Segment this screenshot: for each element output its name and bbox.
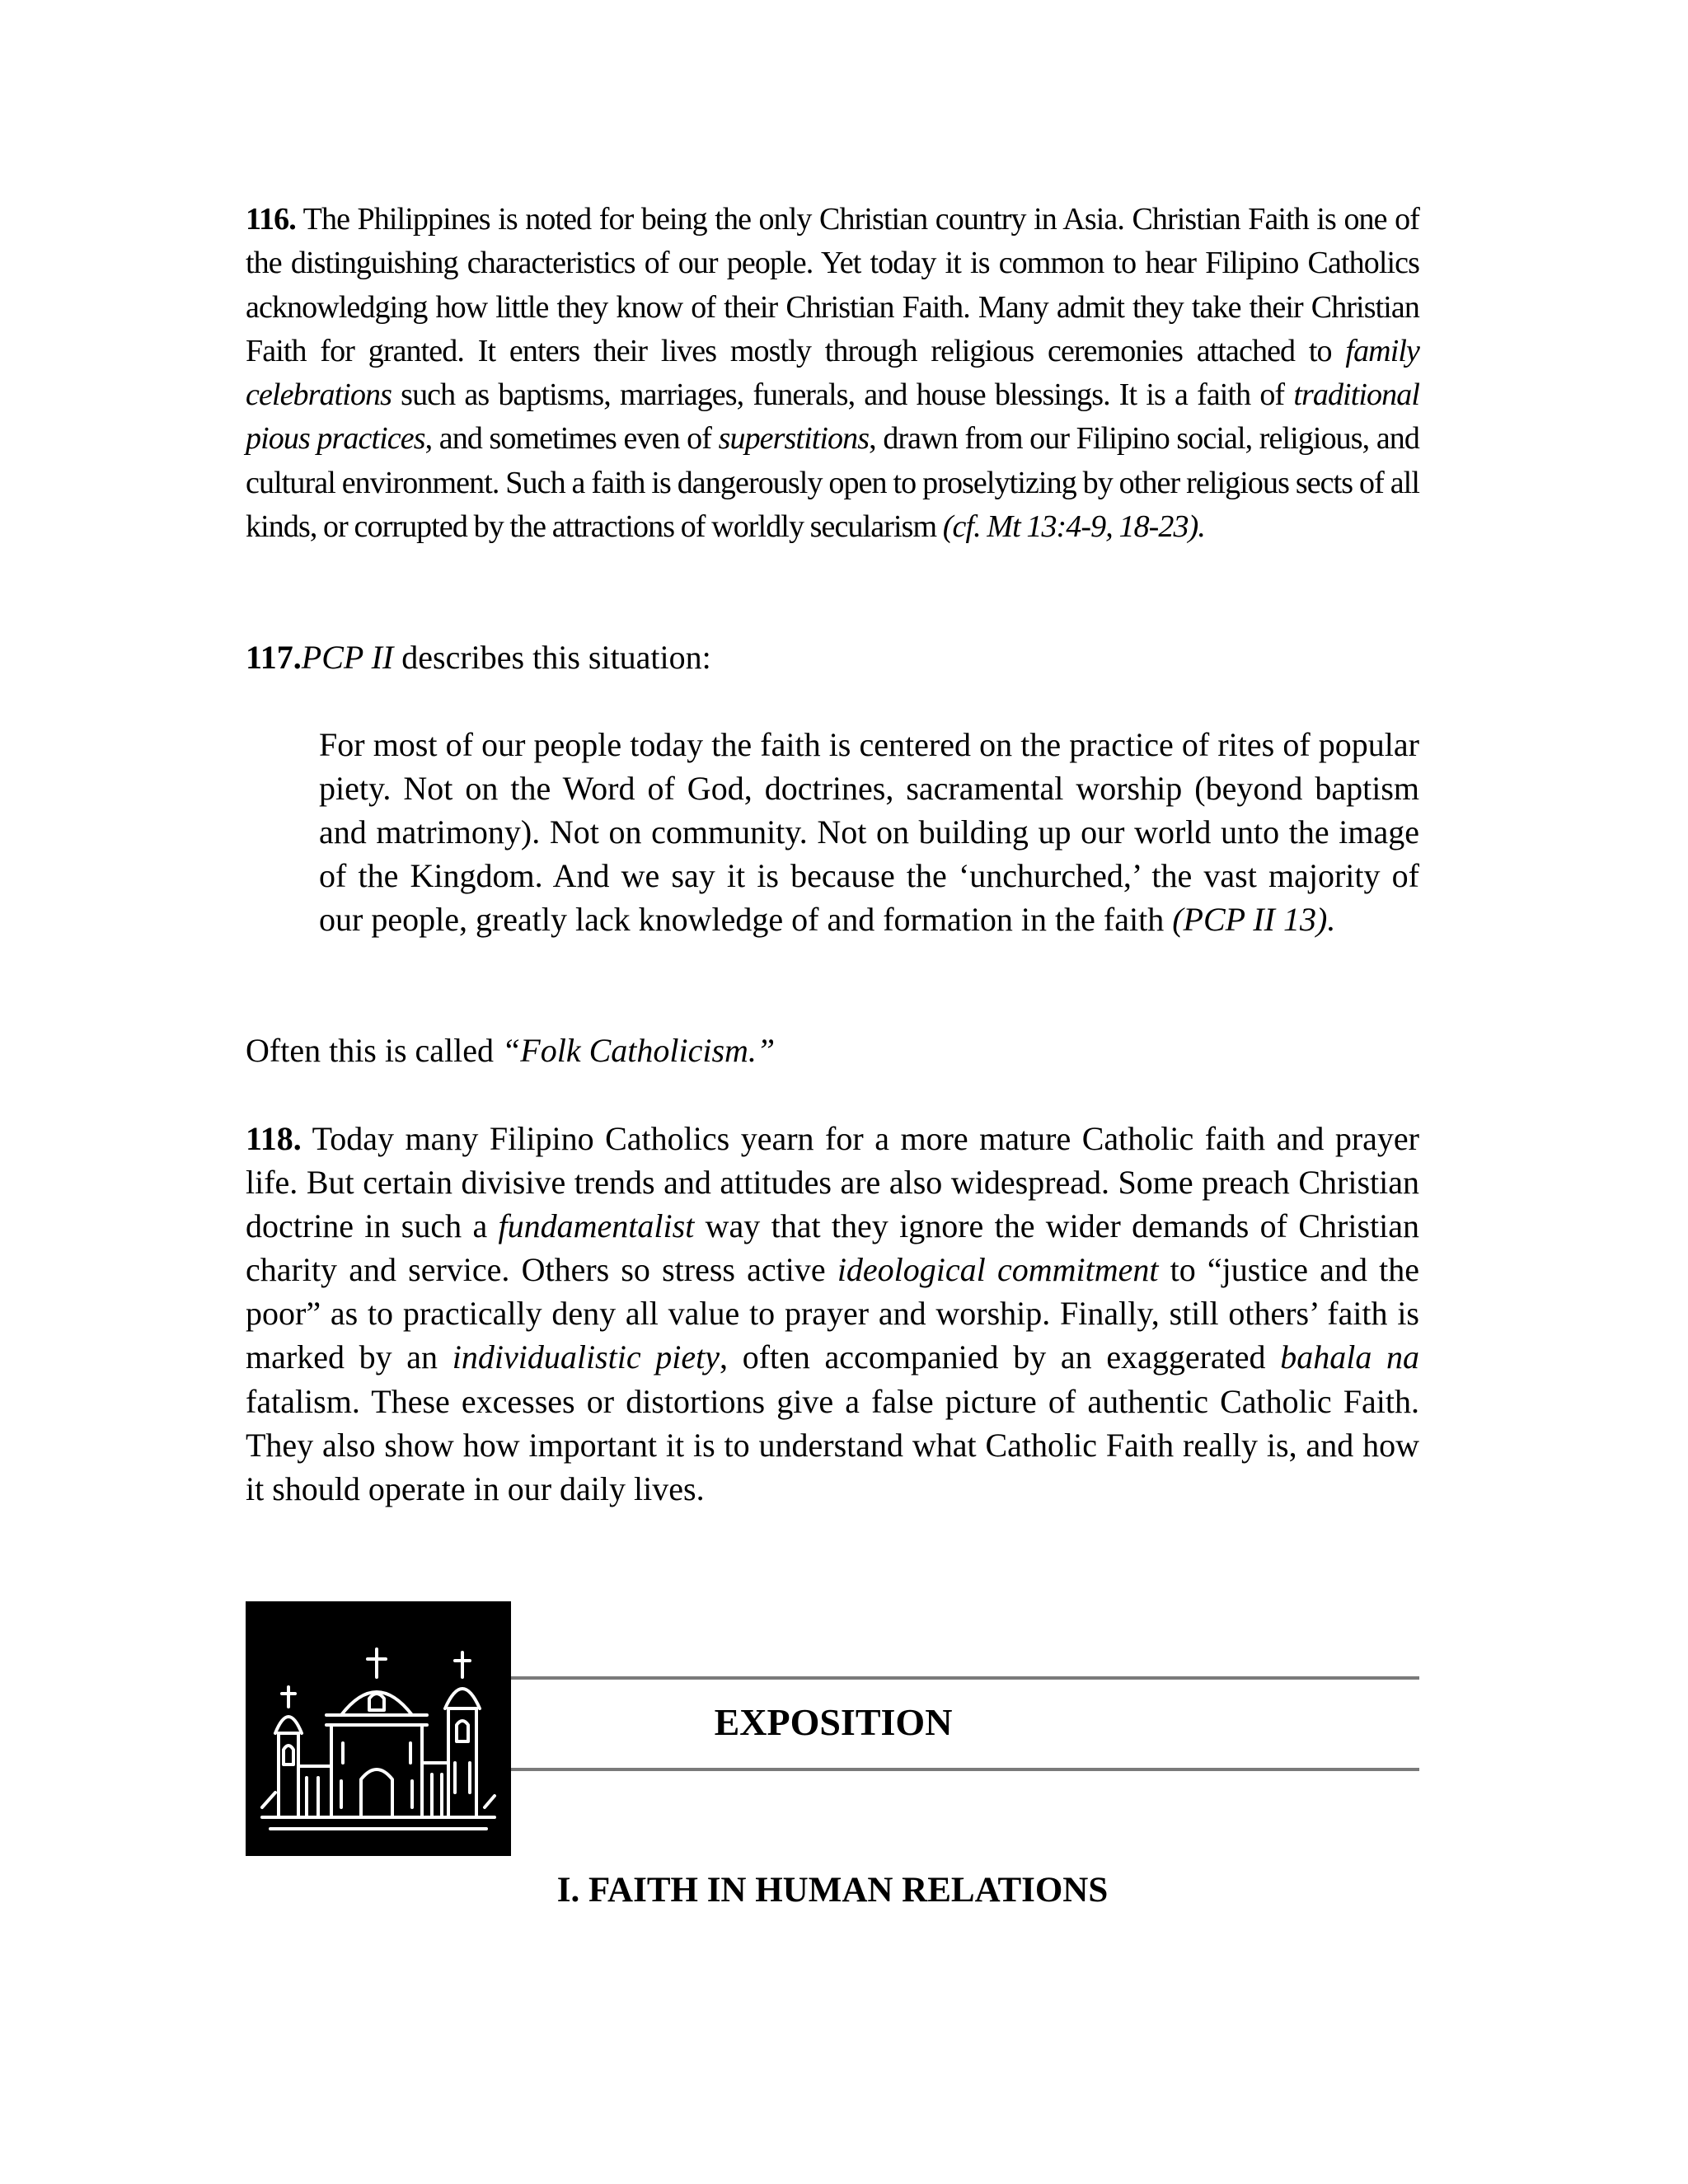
emphasis-text: bahala na bbox=[1280, 1338, 1420, 1376]
quote-text: For most of our people today the faith is centered on the practice of rites of popular piety. Not on the Word of God, doctrines, sacramental worship (beyond baptism and matrimony). Not on community. Not on building up our world unto the image of the Kingdom. And we say it is because the ‘unchurched,’ the vast majority of our people, greatly lack knowledge of and formation in the faith bbox=[319, 726, 1419, 938]
paragraph-text: way that they ignore the wider demands of Christian charity and service. Others so stress active bbox=[246, 1207, 1419, 1289]
paragraph-118 bbox=[246, 1117, 1419, 1511]
paragraph-116 bbox=[246, 198, 1419, 549]
folk-catholicism-line bbox=[246, 1029, 1419, 1072]
emphasis-text: superstitions bbox=[718, 421, 870, 457]
paragraph-text: such as baptisms, marriages, funerals, and house blessings. It is a faith of bbox=[392, 377, 1294, 413]
section-subheading: I. FAITH IN HUMAN RELATIONS bbox=[556, 1871, 1109, 1910]
emphasis-text: ideological commitment bbox=[837, 1251, 1159, 1289]
section-logo bbox=[246, 1601, 511, 1856]
paragraph-text: Today many Filipino Catholics yearn for a more mature Catholic faith and prayer life. But certain divisive trends and attitudes are also widespread. Some preach Christian doctrine in such a bbox=[246, 1120, 1419, 1245]
paragraph-text: to “justice and the poor” as to practically deny all value to prayer and worship. Finally, still others’ faith is marked by an bbox=[246, 1251, 1420, 1376]
block-quote bbox=[319, 723, 1419, 941]
paragraph-number: 117. bbox=[246, 639, 302, 676]
paragraph-text: The Philippines is noted for being the only Christian country in Asia. Christian Faith is one of the distinguishing characteristics of our people. Yet today it is common to hear Filipino Catholics acknowledging how little they know of their Christian Faith. Many admit they take their Christian Faith for granted. It enters their lives mostly through religious ceremonies attached to bbox=[246, 202, 1419, 368]
heading-divider-bottom bbox=[511, 1768, 1419, 1771]
emphasis-text: traditional pious practices bbox=[246, 377, 1419, 457]
paragraph-text: fatalism. These excesses or distortions give a false picture of authentic Catholic Faith. They also show how important it is to understand what Catholic Faith really is, and how it should operate in our daily lives. bbox=[246, 1382, 1419, 1507]
paragraph-text: describes this situation: bbox=[393, 639, 711, 676]
paragraph-number: 118. bbox=[246, 1120, 302, 1157]
emphasis-text: individualistic piety bbox=[452, 1338, 720, 1376]
paragraph-text: , and sometimes even of bbox=[424, 421, 719, 457]
paragraph-text: , drawn from our Filipino social, religious, and cultural environment. Such a faith is dangerously open to proselytizing by other religious sects of all kinds, or corrupted by the attractions of worldly secularism bbox=[246, 421, 1419, 545]
emphasis-text: “Folk Catholicism.” bbox=[502, 1032, 776, 1069]
emphasis-text: family celebrations bbox=[246, 333, 1419, 413]
paragraph-117 bbox=[246, 635, 1419, 679]
paragraph-text: Often this is called bbox=[246, 1032, 503, 1069]
heading-divider-top bbox=[511, 1676, 1419, 1680]
paragraph-text: , often accompanied by an exaggerated bbox=[720, 1338, 1281, 1376]
citation: (PCP II 13). bbox=[1172, 901, 1336, 938]
citation: (cf. Mt 13:4-9, 18-23). bbox=[942, 509, 1205, 545]
paragraph-number: 116. bbox=[246, 202, 296, 237]
section-heading: EXPOSITION bbox=[714, 1701, 953, 1743]
church-icon bbox=[246, 1601, 511, 1856]
emphasis-text: PCP II bbox=[301, 639, 394, 676]
emphasis-text: fundamentalist bbox=[498, 1207, 695, 1245]
